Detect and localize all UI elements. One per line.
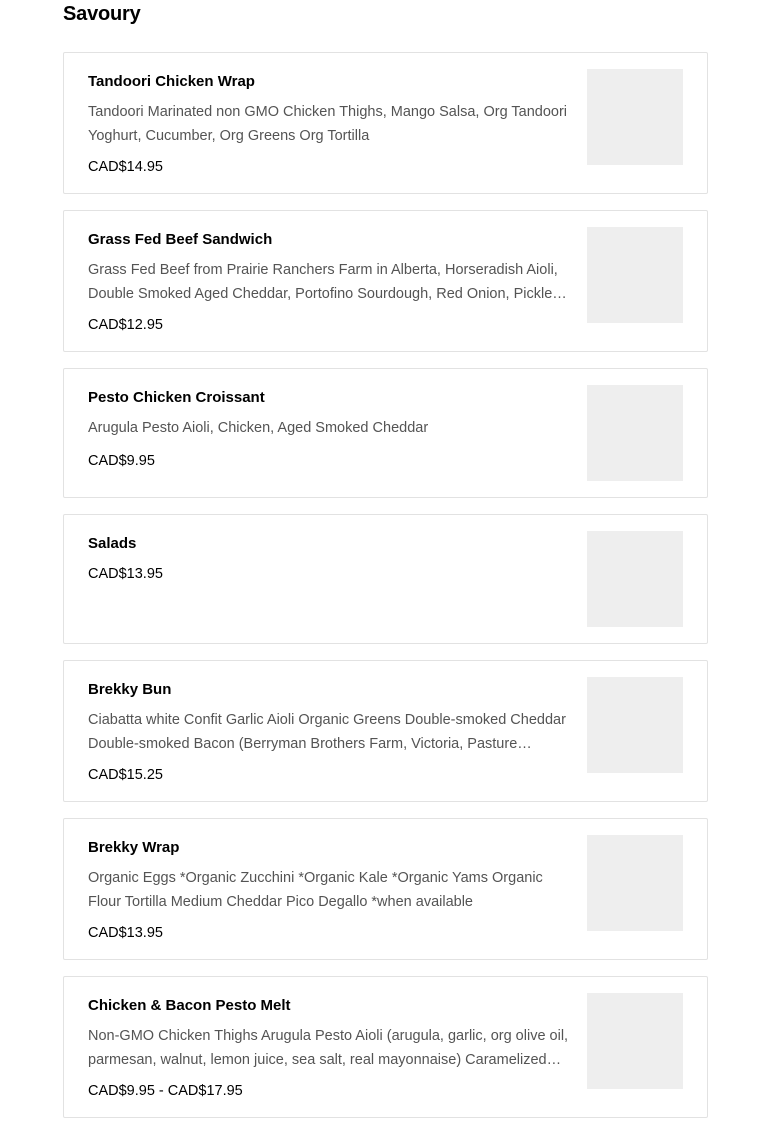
menu-item-name: Brekky Bun <box>88 681 172 698</box>
menu-item-card[interactable] <box>63 514 708 644</box>
menu-item-description: Organic Eggs *Organic Zucchini *Organic Kale *Organic Yams Organic Flour Tortilla Medium Cheddar Pico Degallo *when available <box>88 870 543 910</box>
menu-item-name: Grass Fed Beef Sandwich <box>88 231 273 248</box>
menu-item-description: Grass Fed Beef from Prairie Ranchers Farm in Alberta, Horseradish Aioli, Double Smoked Aged Cheddar, Portofino Sourdough, Red Onion, Pickle… <box>88 262 567 302</box>
menu-item-price: CAD$12.95 <box>88 317 163 333</box>
menu-item-card[interactable] <box>63 818 708 960</box>
menu-item-description: Non-GMO Chicken Thighs Arugula Pesto Aioli (arugula, garlic, org olive oil, parmesan, walnut, lemon juice, sea salt, real mayonnaise) Caramelized… <box>88 1028 569 1068</box>
menu-item-name: Pesto Chicken Croissant <box>88 389 265 406</box>
menu-item-name: Salads <box>88 535 137 552</box>
menu-item-image <box>587 69 683 165</box>
menu-item-description: Tandoori Marinated non GMO Chicken Thighs, Mango Salsa, Org Tandoori Yoghurt, Cucumber, Org Greens Org Tortilla <box>88 104 568 144</box>
menu-item-card[interactable] <box>63 368 708 498</box>
menu-item-image <box>587 385 683 481</box>
menu-item-card[interactable] <box>63 976 708 1118</box>
menu-item-card[interactable] <box>63 660 708 802</box>
menu-item-description: Ciabatta white Confit Garlic Aioli Organic Greens Double-smoked Cheddar Double-smoked Bacon (Berryman Brothers Farm, Victoria, Pasture <box>88 712 566 752</box>
menu-item-price: CAD$9.95 - CAD$17.95 <box>88 1083 243 1099</box>
menu-item-image <box>587 531 683 627</box>
menu-item-image <box>587 993 683 1089</box>
menu-item-image <box>587 677 683 773</box>
menu-item-price: CAD$15.25 <box>88 767 163 783</box>
menu-item-price: CAD$13.95 <box>88 925 163 941</box>
menu-item-card[interactable] <box>63 52 708 194</box>
menu-item-price: CAD$13.95 <box>88 566 163 582</box>
menu-item-name: Chicken & Bacon Pesto Melt <box>88 997 291 1014</box>
section-title: Savoury <box>63 3 141 25</box>
menu-item-list <box>63 52 708 1134</box>
menu-item-price: CAD$9.95 <box>88 452 155 469</box>
menu-item-name: Tandoori Chicken Wrap <box>88 73 255 90</box>
menu-item-price: CAD$14.95 <box>88 159 163 175</box>
menu-item-image <box>587 835 683 931</box>
menu-item-name: Brekky Wrap <box>88 839 180 856</box>
menu-item-description: Arugula Pesto Aioli, Chicken, Aged Smoked Cheddar <box>88 420 429 436</box>
menu-item-card[interactable] <box>63 210 708 352</box>
menu-item-image <box>587 227 683 323</box>
